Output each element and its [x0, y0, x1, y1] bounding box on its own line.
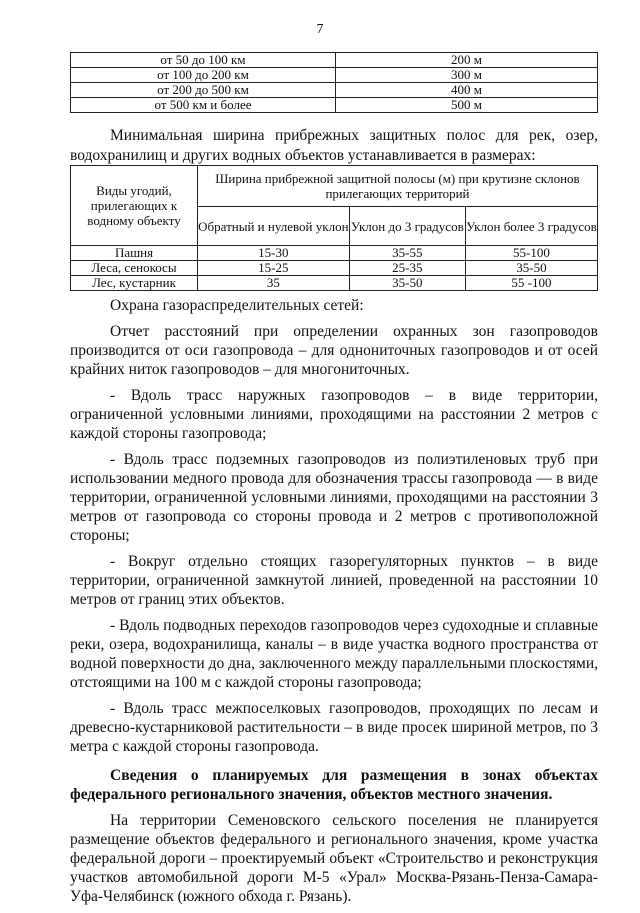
table-cell: от 200 до 500 км: [71, 83, 336, 98]
paragraph: - Вдоль трасс межпоселковых газопроводов, проходящих по лесам и древесно-кустарниковой растительности – в виде просек шириной метров, по 3 метра с каждой стороны газопровода.: [70, 700, 598, 755]
table-cell: от 100 до 200 км: [71, 68, 336, 83]
table-cell: 15-25: [198, 261, 350, 276]
table-cell: 35-55: [349, 246, 465, 261]
page-number: 7: [316, 22, 324, 37]
table-row: [71, 53, 598, 68]
table-cell: 25-35: [349, 261, 465, 276]
table-row: [71, 246, 598, 261]
paragraph: Отчет расстояний при определении охранных зон газопроводов производится от оси газопровода – для однониточных газопроводов и от осей крайних ниток газопроводов – для многониточных.: [70, 323, 598, 378]
column-header-land-type: Виды угодий, прилегающих к водному объекту: [71, 166, 198, 246]
table-cell: 200 м: [336, 53, 598, 68]
table-cell: 35-50: [465, 261, 597, 276]
table-row: [71, 83, 598, 98]
column-header: Обратный и нулевой уклон: [198, 207, 350, 246]
column-header: Уклон более 3 градусов: [465, 207, 597, 246]
distance-width-table: [70, 52, 598, 113]
body-text: [70, 296, 598, 913]
table-cell: от 500 км и более: [71, 98, 336, 113]
paragraph: - Вокруг отдельно стоящих газорегуляторных пунктов – в виде территории, ограниченной замкнутой линией, проведенной на расстоянии 10 метров от границ этих объектов.: [70, 553, 598, 608]
protective-strip-table: [70, 165, 598, 291]
intro-paragraph: [70, 126, 598, 166]
table-row: [71, 276, 598, 291]
paragraph: - Вдоль подводных переходов газопроводов через судоходные и сплавные реки, озера, водохранилища, каналы – в виде участка водного пространства от водной поверхности до дна, заключенного между параллельными плоскостями, отстоящими на 100 м с каждой стороны газопровода;: [70, 617, 598, 691]
table-header-row: [71, 166, 598, 207]
table-cell: 300 м: [336, 68, 598, 83]
table-cell: 400 м: [336, 83, 598, 98]
table-cell: 15-30: [198, 246, 350, 261]
table-row: [71, 261, 598, 276]
paragraph: - Вдоль трасс наружных газопроводов – в виде территории, ограниченной условными линиями, проходящими на расстоянии 2 метров с каждой стороны газопровода;: [70, 387, 598, 442]
table-cell: 55-100: [465, 246, 597, 261]
section-heading: Сведения о планируемых для размещения в зонах объектах федерального регионального значения, объектов местного значения.: [70, 767, 598, 803]
intro-line: водохранилищ и других водных объектов устанавливается в размерах:: [70, 147, 536, 164]
paragraph: Охрана газораспределительных сетей:: [110, 297, 364, 314]
table-cell: Лес, кустарник: [71, 276, 198, 291]
table-cell: 35: [198, 276, 350, 291]
table-cell: 35-50: [349, 276, 465, 291]
table-row: [71, 98, 598, 113]
column-group-header: Ширина прибрежной защитной полосы (м) при крутизне склонов прилегающих территорий: [198, 166, 598, 207]
paragraph: - Вдоль трасс подземных газопроводов из полиэтиленовых труб при использовании медного провода для обозначения трассы газопровода — в виде территории, ограниченной условными линиями, проходящими на расстоянии 3 метров от газопровода со стороны провода и 2 метров с противоположной стороны;: [70, 451, 598, 544]
intro-line: Минимальная ширина прибрежных защитных полос для рек, озер,: [110, 127, 598, 144]
column-header: Уклон до 3 градусов: [349, 207, 465, 246]
table-cell: Леса, сенокосы: [71, 261, 198, 276]
table-cell: 500 м: [336, 98, 598, 113]
table-cell: 55 -100: [465, 276, 597, 291]
table-cell: Пашня: [71, 246, 198, 261]
table-row: [71, 68, 598, 83]
paragraph: На территории Семеновского сельского поселения не планируется размещение объектов федерального и регионального значения, кроме участка федеральной дороги – проектируемый объект «Строительство и реконструкция участков автомобильной дороги М-5 «Урал» Москва-Рязань-Пенза-Самара-Уфа-Челябинск (южного обхода г. Рязань).: [70, 812, 598, 905]
table-cell: от 50 до 100 км: [71, 53, 336, 68]
